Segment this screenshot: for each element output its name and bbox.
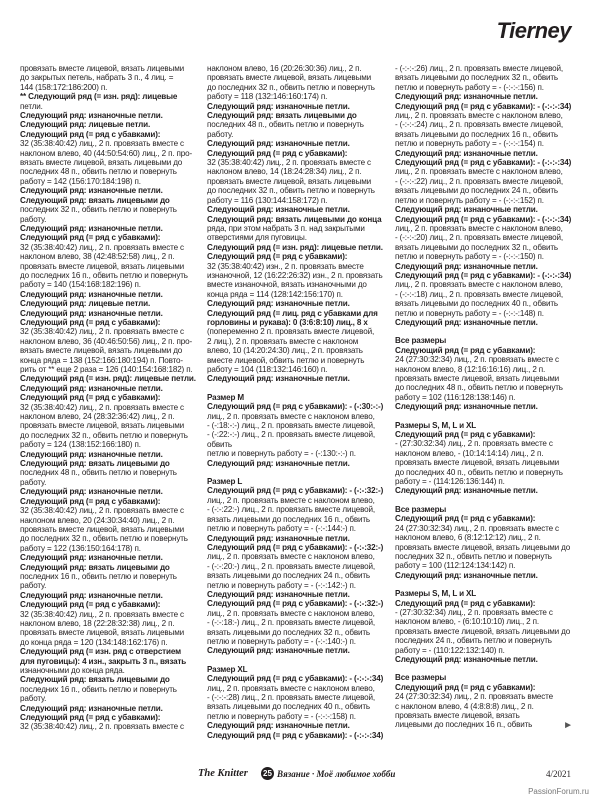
instruction-line: петлю и повернуть работу = - (-:-:-:154) п.	[395, 139, 544, 149]
instruction-line: 32 (35:38:40:42) изн., 2 п. провязать вместе	[207, 261, 364, 271]
instruction-line: 32 (35:38:40:42) лиц., 2 п. провязать вместе с	[20, 139, 184, 149]
paragraph-gap	[395, 327, 575, 336]
instruction-heading-line: Следующий ряд: изнаночные петли.	[395, 402, 538, 412]
instruction-heading-line: Следующий ряд: изнаночные петли.	[207, 533, 350, 543]
issue-number: 4/2021	[545, 769, 571, 779]
instruction-line: отверстиями для пуговицы.	[207, 233, 307, 243]
instruction-line: - (-:-:22:-) лиц., 2 п. провязать вместе лицевой,	[207, 505, 375, 515]
instruction-line: лиц., 2 п. провязать вместе с наклоном влево,	[207, 411, 375, 421]
instruction-line: наклоном влево, 38 (42:48:52:58) лиц., 2 п.	[20, 252, 175, 262]
instruction-line: петлю и повернуть работу = - (-:-:140:-) п.	[207, 636, 356, 646]
instruction-heading-line: Размеры S, M, L и XL	[395, 420, 477, 430]
instruction-heading-line: Следующий ряд: изнаночные петли.	[20, 308, 163, 318]
instruction-line: до последних 32 п., обвить петлю и повернуть	[20, 430, 188, 440]
instruction-line: лиц., 2 п. провязать вместе с наклоном влево,	[207, 683, 375, 693]
instruction-line: петли.	[20, 101, 43, 111]
instruction-line: наклоном влево, 14 (18:24:28:34) лиц., 2 п.	[207, 167, 362, 177]
paragraph-gap	[207, 468, 387, 477]
instruction-line: 32 (35:38:40:42) лиц., 2 п. провязать вместе с	[20, 506, 184, 516]
instruction-line: провязать вместе лицевой, вязать лицевыми до	[395, 542, 571, 552]
instruction-line: работу = - (114:126:136:144) п.	[395, 477, 505, 487]
instruction-heading-line: Следующий ряд: вязать лицевыми до	[20, 675, 170, 685]
instruction-heading-line: Следующий ряд: изнаночные петли.	[395, 317, 538, 327]
instruction-line: работу = 100 (112:124:134:142) п.	[395, 561, 516, 571]
instruction-line: вязать лицевыми до последних 24 п., обвить	[395, 186, 558, 196]
instruction-line: 32 (35:38:40:42) лиц., 2 п. провязать вместе с	[20, 327, 184, 337]
instruction-line: наклоном влево, 36 (40:46:50:56) лиц., 2 п. про-	[20, 336, 193, 346]
instruction-line: петлю и повернуть работу = - (-:-:-:156) п.	[395, 82, 544, 92]
instruction-line: 24 (27:30:32:34) лиц., 2 п. провязать вместе	[395, 692, 553, 702]
instruction-line: провязать вместе лицевой, вязать лицевыми	[20, 524, 185, 534]
instruction-heading-line: для пуговицы): 4 изн., закрыть 3 п., вязать	[20, 656, 187, 666]
instruction-heading-line: Следующий ряд: изнаночные петли.	[395, 92, 538, 102]
instruction-heading-line: Следующий ряд: изнаночные петли.	[20, 449, 163, 459]
instruction-line: изнаночной, 12 (16:22:26:32) изн., 2 п. провязать	[207, 270, 383, 280]
instruction-line: конца ряда = 114 (128:142:156:170) п.	[207, 289, 343, 299]
instruction-heading-line: Следующий ряд: изнаночные петли.	[395, 148, 538, 158]
instruction-line: 2 лиц.), 2 п. провязать вместе с наклоном	[207, 336, 359, 346]
instruction-heading-line: Следующий ряд: изнаночные петли.	[395, 261, 538, 271]
instruction-heading-line: Следующий ряд (= ряд с убавками): - (-:30:-:-)	[207, 402, 384, 412]
instruction-line: петлю и повернуть работу = - (-:-:144:-) п.	[207, 524, 356, 534]
instruction-line: лиц., 2 п. провязать вместе с наклоном влево,	[395, 111, 563, 121]
instruction-line: провязать вместе лицевой, вязать лицевыми	[207, 176, 372, 186]
magazine-brand: The Knitter	[198, 768, 248, 779]
instruction-line: наклоном влево, 6 (8:12:12:12) лиц., 2 п.	[395, 533, 541, 543]
instruction-heading-line: Следующий ряд (= ряд с убавками):	[395, 430, 536, 440]
instruction-line: работу.	[207, 129, 234, 139]
instruction-line: работу.	[20, 477, 47, 487]
instruction-line: лиц., 2 п. провязать вместе с наклоном влево,	[207, 608, 375, 618]
instruction-line: - (27:30:32:34) лиц., 2 п. провязать вместе с	[395, 439, 553, 449]
instruction-line: провязать вместе лицевой, вязать лицевыми	[20, 261, 185, 271]
paragraph-gap	[395, 580, 575, 589]
instruction-heading-line: ** Следующий ряд (= изн. ряд): лицевые	[20, 92, 178, 102]
watermark: PassionForum.ru	[528, 787, 589, 796]
instruction-heading-line: Все размеры	[395, 504, 447, 514]
instruction-line: работу = - (110:122:132:140) п.	[395, 645, 505, 655]
magazine-tagline: Вязание · Моё любимое хобби	[277, 769, 396, 779]
instruction-heading-line: Следующий ряд: изнаночные петли.	[207, 139, 350, 149]
paragraph-gap	[207, 656, 387, 665]
instruction-line: 32 (35:38:40:42) лиц., 2 п. провязать вместе с	[20, 402, 184, 412]
instruction-heading-line: Размер M	[207, 392, 244, 402]
instruction-line: провязать вместе лицевой, вязать лицевыми	[207, 73, 372, 83]
instruction-line: - (-:-:-:26) лиц., 2 п. провязать вместе лицевой,	[395, 64, 563, 73]
paragraph-gap	[395, 664, 575, 673]
instruction-heading-line: Следующий ряд (= ряд с убавками):	[20, 233, 161, 243]
instruction-line: наклоном влево, 20 (24:30:34:40) лиц., 2 п.	[20, 515, 175, 525]
instruction-line: последних 32 п., обвить петлю и повернуть	[20, 205, 177, 215]
instruction-heading-line: Следующий ряд (= ряд с убавками): - (-:-:32:-)	[207, 599, 384, 609]
paragraph-gap	[395, 412, 575, 421]
instruction-heading-line: Следующий ряд (= ряд с убавками):	[20, 713, 161, 723]
instruction-line: до последних 32 п., обвить петлю и повернуть	[20, 534, 188, 544]
instruction-heading-line: Следующий ряд: изнаночные петли.	[395, 654, 538, 664]
instruction-line: - (-:-:-:20) лиц., 2 п. провязать вместе лицевой,	[395, 233, 563, 243]
instruction-line: последних 48 п., обвить петлю и повернуть	[207, 120, 364, 130]
instruction-heading-line: Следующий ряд: изнаночные петли.	[207, 458, 350, 468]
instruction-line: с наклоном влево, 4 (4:8:8:8) лиц., 2 п.	[395, 701, 534, 711]
instruction-line: 144 (158:172:186:200) п.	[20, 82, 108, 92]
instruction-line: 32 (35:38:40:42) лиц., 2 п. провязать вместе с	[20, 242, 184, 252]
instruction-line: лицевыми до последних 16 п., обвить	[395, 720, 533, 730]
instruction-line: лиц., 2 п. провязать вместе с наклоном влево,	[395, 223, 563, 233]
instruction-heading-line: Следующий ряд (= изн. ряд): лицевые петли.	[207, 242, 383, 252]
instruction-heading-line: Следующий ряд (= ряд с убавками): - (-:-:-:34)	[395, 158, 572, 168]
instruction-heading-line: Следующий ряд: изнаночные петли.	[395, 570, 538, 580]
instruction-heading-line: Следующий ряд (= ряд с убавками): - (-:-:-:34)	[395, 101, 572, 111]
instruction-line: последних 48 п., обвить петлю и повернуть	[20, 167, 177, 177]
instruction-heading-line: Следующий ряд (= ряд с убавками): - (-:-:-:34)	[395, 214, 572, 224]
page-number: 25	[261, 767, 274, 780]
instruction-heading-line: Следующий ряд (= ряд с убавками): - (-:-:32:-)	[207, 486, 384, 496]
instruction-heading-line: Следующий ряд: изнаночные петли.	[207, 299, 350, 309]
instruction-line: 32 (35:38:40:42) лиц., 2 п. провязать вместе с	[20, 609, 184, 619]
instruction-line: - (-:-:-:22) лиц., 2 п. провязать вместе лицевой,	[395, 176, 563, 186]
instruction-line: вязать лицевыми до последних 16 п., обвить	[395, 129, 558, 139]
instruction-line: вязать лицевыми до последних 40 п., обвить	[395, 299, 558, 309]
instruction-heading-line: Следующий ряд: вязать лицевыми до конца	[207, 214, 382, 224]
instruction-line: до конца ряда = 120 (134:148:162:176) п.	[20, 637, 168, 647]
instruction-line: работу = 116 (130:144:158:172) п.	[207, 195, 328, 205]
instruction-line: наклоном влево, 24 (28:32:36:42) лиц., 2 п.	[20, 412, 175, 422]
instruction-heading-line: Следующий ряд: изнаночные петли.	[395, 205, 538, 215]
instruction-heading-line: Следующий ряд: изнаночные петли.	[20, 289, 163, 299]
instruction-line: наклоном влево, 16 (20:26:30:36) лиц., 2 п.	[207, 64, 362, 73]
instruction-line: провязать вместе лицевой, вязать лицевыми	[395, 458, 560, 468]
instruction-heading-line: Следующий ряд: изнаночные петли.	[207, 721, 350, 731]
instruction-heading-line: Следующий ряд (= ряд с убавками): - (-:-:-:34)	[207, 730, 384, 740]
instruction-line: лиц., 2 п. провязать вместе с наклоном влево,	[207, 495, 375, 505]
page-footer	[0, 768, 597, 782]
instruction-line: работу = 124 (138:152:166:180) п.	[20, 440, 141, 450]
instruction-line: вязать вместе лицевой, вязать лицевыми до	[20, 158, 183, 168]
instruction-line: до последних 32 п., обвить петлю и повернуть	[207, 82, 375, 92]
instruction-line: вместе изнаночной, вязать изнаночными до	[207, 280, 367, 290]
instruction-heading-line: Следующий ряд (= изн. ряд): лицевые петли.	[20, 374, 196, 384]
instruction-heading-line: Следующий ряд: изнаночные петли.	[395, 486, 538, 496]
instruction-line: до последних 16 п., обвить петлю и повернуть	[20, 270, 188, 280]
text-column-2	[207, 64, 387, 740]
instruction-heading-line: Следующий ряд (= ряд с убавками): - (-:-:-:34)	[207, 674, 384, 684]
instruction-heading-line: Следующий ряд (= ряд с убавками): - (-:-:-:34)	[395, 270, 572, 280]
instruction-line: вязать лицевыми до последних 32 п., обвить	[395, 73, 558, 83]
instruction-line: наклоном влево, - (6:10:10:10) лиц., 2 п.	[395, 617, 539, 627]
instruction-heading-line: Следующий ряд (= ряд с убавками):	[20, 600, 161, 610]
instruction-line: провязать вместе лицевой, вязать	[395, 711, 520, 720]
instruction-line: 32 (35:38:40:42) лиц., 2 п. провязать вместе с	[20, 722, 184, 732]
instruction-line: работу = 122 (136:150:164:178) п.	[20, 543, 141, 553]
instruction-heading-line: Следующий ряд (= ряд с убавками):	[207, 252, 348, 262]
instruction-heading-line: Следующий ряд: изнаночные петли.	[20, 703, 163, 713]
instruction-line: вместе лицевой, обвить петлю и повернуть	[207, 355, 365, 365]
article-body	[20, 64, 580, 759]
instruction-heading-line: Следующий ряд: изнаночные петли.	[207, 589, 350, 599]
instruction-heading-line: Следующий ряд (= ряд с убавками):	[395, 345, 536, 355]
instruction-line: последних 16 п., обвить петлю и повернуть	[20, 571, 177, 581]
instruction-line: ряда, при этом набрать 3 п. над закрытыми	[207, 223, 365, 233]
instruction-heading-line: Все размеры	[395, 336, 447, 346]
instruction-heading-line: Следующий ряд (= ряд с убавками):	[395, 598, 536, 608]
instruction-heading-line: Следующий ряд (= изн. ряд с отверстием	[20, 647, 181, 657]
instruction-line: 24 (27:30:32:34) лиц., 2 п. провязать вместе с	[395, 355, 559, 365]
instruction-heading-line: Следующий ряд: вязать лицевыми до	[20, 562, 170, 572]
instruction-heading-line: Следующий ряд: вязать лицевыми до	[207, 111, 357, 121]
instruction-line: - (-:-:-:28) лиц., 2 п. провязать вместе лицевой,	[207, 693, 375, 702]
instruction-heading-line: Следующий ряд (= ряд с убавками):	[395, 514, 536, 524]
instruction-heading-line: Следующий ряд: изнаночные петли.	[20, 223, 163, 233]
instruction-line: до закрытых петель, набрать 3 п., 4 лиц. =	[20, 73, 174, 83]
instruction-heading-line: горловины и рукава): 0 (3:6:8:10) лиц., 8 х	[207, 317, 368, 327]
instruction-line: наклоном влево, - (10:14:14:14) лиц., 2 п.	[395, 448, 544, 458]
instruction-line: лиц., 2 п. провязать вместе с наклоном влево,	[395, 167, 563, 177]
instruction-line: (попеременно 2 п. провязать вместе лицевой,	[207, 327, 375, 337]
instruction-heading-line: Следующий ряд: изнаночные петли.	[20, 590, 163, 600]
instruction-heading-line: Следующий ряд: изнаночные петли.	[207, 205, 350, 215]
instruction-heading-line: Следующий ряд: изнаночные петли.	[20, 111, 163, 121]
text-column-1	[20, 64, 200, 732]
instruction-line: наклоном влево, 40 (44:50:54:60) лиц., 2 п. про-	[20, 148, 193, 158]
instruction-line: вязать вместе лицевой, вязать лицевыми до	[20, 346, 183, 356]
instruction-line: работу = 142 (156:170:184:198) п.	[20, 176, 141, 186]
instruction-heading-line: Следующий ряд (= ряд с убавками): - (-:-:32:-)	[207, 542, 384, 552]
instruction-line: петлю и повернуть работу = - (-:-:-:150) п.	[395, 252, 544, 262]
instruction-heading-line: Размер L	[207, 477, 243, 487]
instruction-line: петлю и повернуть работу = - (-:130:-:-) п.	[207, 449, 356, 459]
instruction-line: вязать лицевыми до последних 40 п., обвить	[207, 702, 370, 712]
instruction-line: петлю и повернуть работу = - (-:-:142:-) п.	[207, 580, 356, 590]
instruction-line: работу.	[20, 581, 47, 591]
instruction-line: лиц., 2 п. провязать вместе с наклоном влево,	[207, 552, 375, 562]
instruction-line: вязать лицевыми до последних 24 п., обвить	[207, 571, 370, 581]
instruction-line: до последних 32 п., обвить петлю и повернуть	[207, 186, 375, 196]
instruction-heading-line: Следующий ряд: изнаночные петли.	[207, 646, 350, 656]
instruction-line: вязать лицевыми до последних 32 п., обвить	[207, 627, 370, 637]
instruction-line: 24 (27:30:32:34) лиц., 2 п. провязать вместе с	[395, 523, 559, 533]
text-column-3	[395, 64, 575, 730]
instruction-line: провязать вместе лицевой, вязать лицевыми	[20, 628, 185, 638]
instruction-line: рить от ** еще 2 раза = 126 (140:154:168:182) п.	[20, 365, 193, 374]
instruction-heading-line: Следующий ряд (= лиц. ряд с убавками для	[207, 308, 378, 318]
instruction-line: провязать вместе лицевой, вязать лицевыми	[20, 64, 185, 73]
paragraph-gap	[395, 496, 575, 505]
instruction-line: 32 (35:38:40:42) лиц., 2 п. провязать вместе с	[207, 158, 371, 168]
instruction-line: - (-:-:18:-) лиц., 2 п. провязать вместе лицевой,	[207, 618, 375, 628]
instruction-line: петлю и повернуть работу = - (-:-:-:148) п.	[395, 308, 544, 318]
instruction-line: - (-:18:-:-) лиц., 2 п. провязать вместе лицевой,	[207, 421, 375, 431]
instruction-line: - (-:22:-:-) лиц., 2 п. провязать вместе лицевой, обвить	[207, 430, 375, 449]
paragraph-gap	[207, 384, 387, 393]
instruction-heading-line: Следующий ряд (= ряд с убавками):	[20, 129, 161, 139]
instruction-heading-line: Следующий ряд (= ряд с убавками):	[20, 393, 161, 403]
instruction-line: работу.	[20, 694, 47, 704]
instruction-line: влево, 10 (14:20:24:30) лиц., 2 п. провязать	[207, 346, 363, 356]
instruction-line: - (27:30:32:34) лиц., 2 п. провязать вместе с	[395, 607, 553, 617]
instruction-heading-line: Следующий ряд: изнаночные петли.	[207, 374, 350, 384]
page-title: Tierney	[496, 18, 571, 43]
instruction-line: последних 32 п., обвить петлю и повернуть	[395, 551, 552, 561]
continue-arrow-icon: ►	[563, 720, 573, 731]
instruction-line: - (-:-:-:18) лиц., 2 п. провязать вместе лицевой,	[395, 289, 563, 299]
instruction-line: - (-:-:-:24) лиц., 2 п. провязать вместе лицевой,	[395, 120, 563, 130]
instruction-heading-line: Следующий ряд: вязать лицевыми до	[20, 195, 170, 205]
instruction-heading-line: Все размеры	[395, 673, 447, 683]
instruction-line: провязать вместе лицевой, вязать лицевыми	[395, 374, 560, 383]
instruction-heading-line: Следующий ряд (= ряд с убавками):	[395, 682, 536, 692]
instruction-line: работу = 140 (154:168:182:196) п.	[20, 280, 141, 290]
instruction-heading-line: Следующий ряд: изнаночные петли.	[207, 101, 350, 111]
instruction-heading-line: Следующий ряд: лицевые петли.	[20, 299, 151, 309]
instruction-line: лиц., 2 п. провязать вместе с наклоном влево,	[395, 280, 563, 290]
instruction-heading-line: Следующий ряд: вязать лицевыми до	[20, 459, 170, 469]
instruction-line: последних 48 п., обвить петлю и повернуть	[20, 468, 177, 478]
instruction-line: провязать вместе лицевой, вязать лицевыми до	[395, 626, 571, 636]
instruction-line: изнаночными до конца ряда.	[20, 666, 125, 675]
instruction-line: вязать лицевыми до последних 16 п., обвить	[207, 514, 370, 524]
instruction-heading-line: Следующий ряд: изнаночные петли.	[20, 487, 163, 497]
instruction-line: петлю и повернуть работу = - (-:-:-:152) п.	[395, 195, 544, 205]
instruction-heading-line: Следующий ряд (= ряд с убавками):	[20, 496, 161, 506]
instruction-line: работу = 102 (116:128:138:146) п.	[395, 392, 516, 402]
instruction-line: конца ряда = 138 (152:166:180:194) п. Повто-	[20, 355, 183, 365]
instruction-line: провязать вместе лицевой, вязать лицевыми	[20, 421, 185, 431]
instruction-line: работу.	[20, 214, 47, 224]
instruction-line: работу = 118 (132:146:160:174) п.	[207, 92, 328, 102]
instruction-heading-line: Размеры S, M, L и XL	[395, 589, 477, 599]
instruction-heading-line: Следующий ряд: лицевые петли.	[20, 120, 151, 130]
instruction-line: наклоном влево, 18 (22:28:32:38) лиц., 2 п.	[20, 618, 175, 628]
instruction-line: наклоном влево, 8 (12:16:16:16) лиц., 2 п.	[395, 364, 546, 374]
instruction-line: до последних 48 п., обвить петлю и повернуть	[395, 383, 563, 393]
instruction-heading-line: Следующий ряд (= ряд с убавками):	[20, 317, 161, 327]
instruction-line: работу = 104 (118:132:146:160) п.	[207, 365, 328, 374]
instruction-line: последних 16 п., обвить петлю и повернуть	[20, 684, 177, 694]
instruction-line: вязать лицевыми до последних 32 п., обвить	[395, 242, 558, 252]
instruction-line: петлю и повернуть работу = - (-:-:-:158) п.	[207, 711, 356, 721]
instruction-heading-line: Размер XL	[207, 664, 248, 674]
instruction-heading-line: Следующий ряд: изнаночные петли.	[20, 186, 163, 196]
instruction-line: - (-:-:20:-) лиц., 2 п. провязать вместе лицевой,	[207, 561, 375, 571]
instruction-line: последних 24 п., обвить петлю и повернуть	[395, 636, 552, 646]
instruction-heading-line: Следующий ряд: изнаночные петли.	[20, 553, 163, 563]
instruction-heading-line: Следующий ряд (= ряд с убавками):	[207, 148, 348, 158]
instruction-line: до последних 40 п., обвить петлю и повернуть	[395, 467, 563, 477]
instruction-heading-line: Следующий ряд: изнаночные петли.	[20, 383, 163, 393]
